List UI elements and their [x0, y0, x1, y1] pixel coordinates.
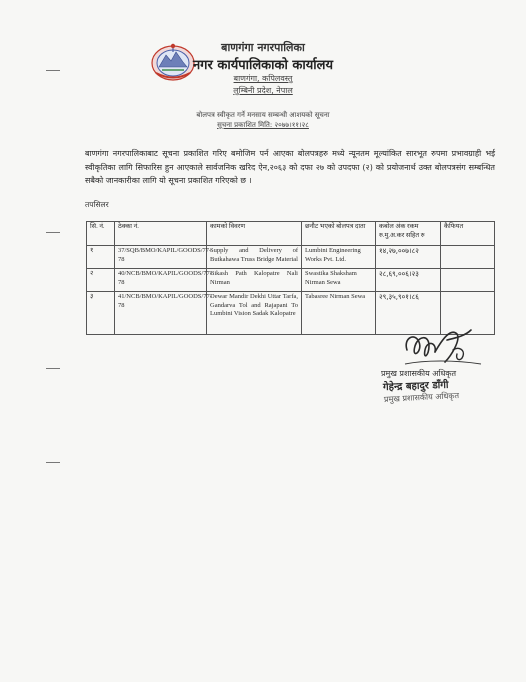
signatory-title-stamp: प्रमुख प्रशासकीय अधिकृत — [383, 391, 460, 404]
cell-serial-no: १ — [87, 246, 115, 269]
notice-subject: बोलपत्र स्वीकृत गर्ने मनसाय सम्बन्धी आशयको सूचना — [196, 111, 330, 119]
details-label: तपसिलर — [85, 200, 109, 209]
address-line-1: बाणगंगा, कपिलवस्तु — [233, 74, 293, 83]
cell-amount: १४,२७,००७।८२ — [376, 246, 441, 269]
cell-serial-no: ३ — [87, 292, 115, 335]
municipality-name: बाणगंगा नगरपालिका — [221, 41, 305, 54]
cell-description: Bikash Path Kalopatre Nali Nirman — [207, 269, 302, 292]
cell-amount: २८,६९,००६।२३ — [376, 269, 441, 292]
cell-remarks — [441, 269, 495, 292]
header-selected-bidder: छनौट भएको बोलपत्र दाता — [302, 222, 376, 246]
signatory-title: प्रमुख प्रशासकीय अधिकृत — [381, 369, 457, 378]
cell-remarks — [441, 246, 495, 269]
table-row — [87, 246, 495, 269]
cell-amount: २९,३५,९०१।८६ — [376, 292, 441, 335]
cell-bidder: Swastika Shaksham Nirman Sewa — [302, 269, 376, 292]
table-header-row — [87, 222, 495, 246]
cell-contract-no: 41/NCB/BMO/KAPIL/GOODS/77-78 — [115, 292, 207, 335]
cell-contract-no: 37/SQB/BMO/KAPIL/GOODS/77-78 — [115, 246, 207, 269]
cell-serial-no: २ — [87, 269, 115, 292]
office-name: नगर कार्यपालिकाको कार्यालय — [192, 58, 334, 73]
cell-description: Supply and Delivery of Butkahawa Truss Bridge Material — [207, 246, 302, 269]
address-line-2: लुम्बिनी प्रदेश, नेपाल — [233, 86, 293, 95]
notice-body-paragraph: बाणगंगा नगरपालिकाबाट सूचना प्रकाशित गरिए बमोजिम पर्न आएका बोलपत्रहरु मध्ये न्यूनतम मूल्यांकित सारभूत रुपमा प्रभावग्राही भई स्वीकृतिका लागि सिफारिस हुन आएकाले सार्वजनिक खरिद ऐन,२०६३ को दफा २७ को उपदफा (२) को प्रयोजनार्थ उक्त बोलपत्रसंग सम्बन्धित सबैको जानकारीका लागि यो सूचना प्रकाशित गरिएको छ । — [85, 149, 495, 185]
punch-mark — [46, 368, 60, 369]
header-serial-no: सि. नं. — [87, 222, 115, 246]
header-contract-no: ठेक्का नं. — [115, 222, 207, 246]
signatory-name-stamp: गेहेन्द्र बहादुर डाँगी — [382, 379, 449, 394]
cell-contract-no: 40/NCB/BMO/KAPIL/GOODS/77-78 — [115, 269, 207, 292]
header-work-description: कामको विवरण — [207, 222, 302, 246]
punch-mark — [46, 462, 60, 463]
punch-mark — [46, 232, 60, 233]
table-row — [87, 269, 495, 292]
notice-published-date: सूचना प्रकाशित मिति: २०७७।११।२८ — [217, 121, 309, 129]
header-remarks: कैफियत — [441, 222, 495, 246]
cell-bidder: Tabasree Nirman Sewa — [302, 292, 376, 335]
header-bid-amount: कबोल अंक रकम रु.मु.अ.कर सहित रु — [376, 222, 441, 246]
cell-description: Dewar Mandir Dekhi Uttar Tarfa, Gandarva Tol and Rajapani To Lumbini Vision Sadak Kalopatre — [207, 292, 302, 335]
cell-bidder: Lumbini Engineering Works Pvt. Ltd. — [302, 246, 376, 269]
bid-results-table — [86, 221, 495, 335]
